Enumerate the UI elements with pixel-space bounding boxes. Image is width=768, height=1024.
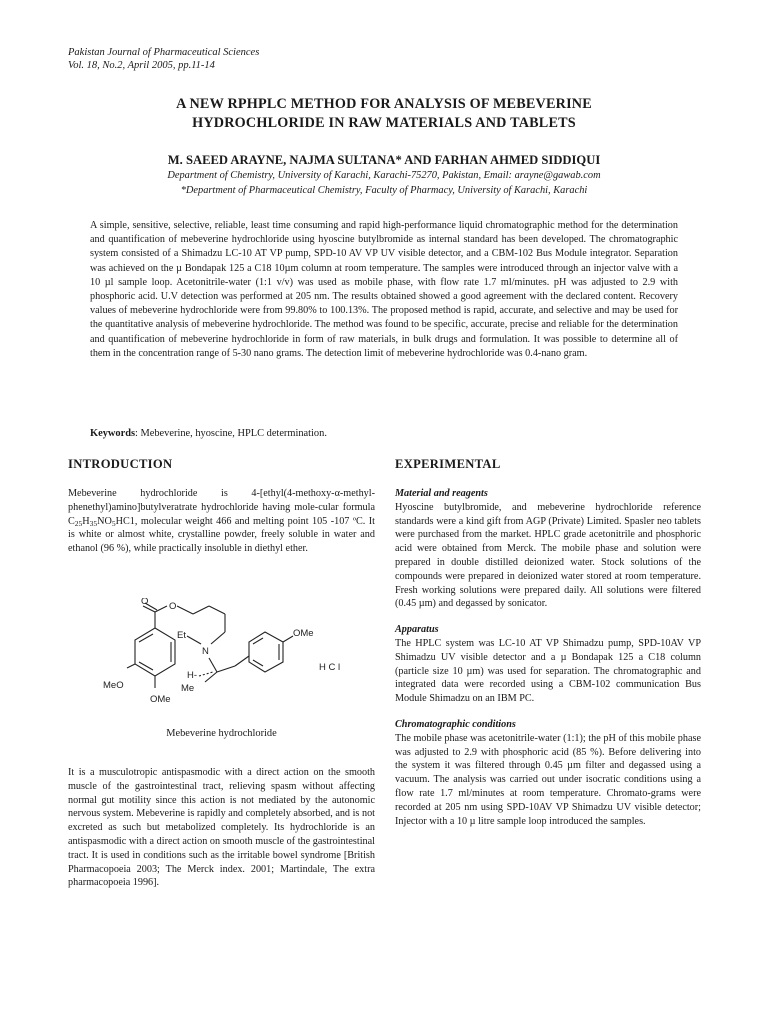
title-line-2: HYDROCHLORIDE IN RAW MATERIALS AND TABLETS [192, 115, 576, 131]
abstract: A simple, sensitive, selective, reliable, least time consuming and rapid high-performance liquid chromatographic method for the determination and quantification of mebeverine hydrochloride using hyoscine butylbromide as internal standard has been developed. The chromatographic system consisted of a Shimadzu LC-10 AT VP pump, SPD-10 AV VP UV visible detector, and a CBM-102 Bus Module integrator. Separation was achieved on the µ Bondapak 125 a C18 10µm column at room temperature. The samples were introduced through an injector valve with a 10 µl sample loop. Acetonitrile-water (1:1 v/v) was used as mobile phase, with flow rate 1.7 ml/minutes. pH was adjusted to 2.9 with phosphoric acid. U.V detection was performed at 205 nm. The results obtained showed a good agreement with the declared content. Recovery values of mebeverine hydrochloride were from 99.80% to 100.13%. The proposed method is rapid, accurate, and selective and may be used for the quantitative analysis of mebeverine hydrochloride. The method was found to be specific, accurate, precise and reliable for the determination and quantification of mebeverine hydrochloride in form of raw materials, in bulk drugs and formulation. It was possible to determine all of them in the concentration range of 5-30 nano grams. The detection limit of mebeverine hydrochloride was 0.4-nano gram. [90, 220, 678, 359]
formula-text-b: H [82, 515, 90, 527]
affiliation-2: *Department of Pharmaceutical Chemistry, Faculty of Pharmacy, University of Karachi, Karachi [180, 185, 588, 196]
formula-text-c: NO [97, 515, 112, 527]
structure-label-meo: MeO [103, 680, 124, 691]
structure-label-ome-bottom: OMe [150, 694, 171, 705]
formula-sub-h: 35 [89, 518, 98, 528]
experimental-section [395, 487, 701, 828]
introduction-paragraph-2: It is a musculotropic antispasmodic with a direct action on the smooth muscle of the gastrointestinal tract, relieving spasm without affecting normal gut motility since this action is not mediated by the autonomic nervous system. Mebeverine is rapidly and completely absorbed, and is not excreted as such but metabolized completely. Its hydrochloride is an antispasmodic with a direct action on smooth muscle of the gastrointestinal tract. It is used in conditions such as the irritable bowel syndrome [British Pharmacopoeia 2003; The Merck index. 2001; Martindale, The extra pharmacopoeia 1996]. [68, 767, 375, 889]
structure-label-n: N [202, 646, 209, 657]
formula-sub-o: 5 [111, 518, 116, 528]
materials-heading: Material and reagents [395, 488, 488, 499]
mebeverine-structure-diagram [95, 598, 355, 718]
authors: M. SAEED ARAYNE, NAJMA SULTANA* AND FARHAN AHMED SIDDIQUI [167, 153, 601, 167]
conditions-heading: Chromatographic conditions [395, 718, 516, 730]
structure-label-me: Me [181, 683, 195, 694]
apparatus-text: The HPLC system was LC-10 AT VP Shimadzu pump, SPD-10AV VP Shimadzu UV visible detector and a µ Bondapak 125 a C18 column (particle size 10 µm) was used for separation. The chromatographic and integrated data were recorded using a CBM-102 communication Bus Module Shimadzu on an IBM PC. [395, 637, 701, 705]
formula-text-a: Mebeverine hydrochloride is 4-[ethyl(4-methoxy-α-methyl-phenethyl)amino]butylveratrate hydrochloride having mole-cular formula C [68, 488, 375, 527]
introduction-paragraph-1 [68, 487, 375, 556]
affiliation-1: Department of Chemistry, University of Karachi, Karachi-75270, Pakistan, Email: arayne@gawab.com [167, 170, 601, 181]
paper-title [60, 95, 708, 133]
affiliations [60, 168, 708, 198]
journal-name: Pakistan Journal of Pharmaceutical Sciences [68, 47, 260, 58]
keywords-label: Keywords [90, 428, 136, 439]
keywords-text: : Mebeverine, hyoscine, HPLC determination. [135, 428, 327, 439]
structure-label-hcl: H C l [319, 662, 341, 673]
materials-text: Hyoscine butylbromide, and mebeverine hydrochloride reference standards were a kind gift from AGP (Private) Limited. Spasler neo tablets were purchased from the market. HPLC grade acetonitrile and phosphoric acid were obtained from Merck. The mobile phase and solution were prepared in double distilled deionized water. Stock solutions of the compounds were prepared in deionized water stored at room temperature. Fresh working solutions were prepared daily. All solutions were filtered (0.45 µm) and degassed by sonicator. [395, 501, 701, 610]
structure-label-et: Et [177, 630, 186, 641]
journal-citation [68, 46, 259, 72]
structure-label-ome-right: OMe [293, 628, 314, 639]
introduction-heading: INTRODUCTION [68, 457, 173, 471]
apparatus-heading: Apparatus [395, 624, 439, 636]
conditions-text: The mobile phase was acetonitrile-water (1:1); the pH of this mobile phase was adjusted to 2.9 with phosphoric acid (85 %). Before delivering into the system it was filtered through 0.45 µm filter and degassed using a vacuum. The analysis was carried out under isocratic conditions using a flow rate 1.7 ml/minutes at room temperature. Chromato-grams were recorded at 205 nm using SPD-10AV VP Shimadzu UV visible detector; Injector with a 10 µ litre sample loop introduced the samples. [395, 732, 701, 827]
structure-label-h: H- [187, 670, 198, 681]
journal-volume: Vol. 18, No.2, April 2005, pp.11-14 [68, 60, 215, 71]
formula-text-d: HC1, molecular weight 466 and melting point 105 -107 ºC. It is white or almost white, crystalline powder, freely soluble in water and ethanol (96 %), while practically insoluble in diethyl ether. [68, 515, 375, 555]
structure-label-o-ester: O [169, 601, 177, 612]
formula-sub-c: 25 [74, 518, 83, 528]
title-line-1: A NEW RPHPLC METHOD FOR ANALYSIS OF MEBEVERINE [176, 96, 592, 112]
structure-caption: Mebeverine hydrochloride [166, 728, 277, 739]
experimental-heading: EXPERIMENTAL [395, 457, 501, 471]
structure-label-o-carbonyl: O [141, 598, 149, 607]
keywords [90, 428, 327, 439]
